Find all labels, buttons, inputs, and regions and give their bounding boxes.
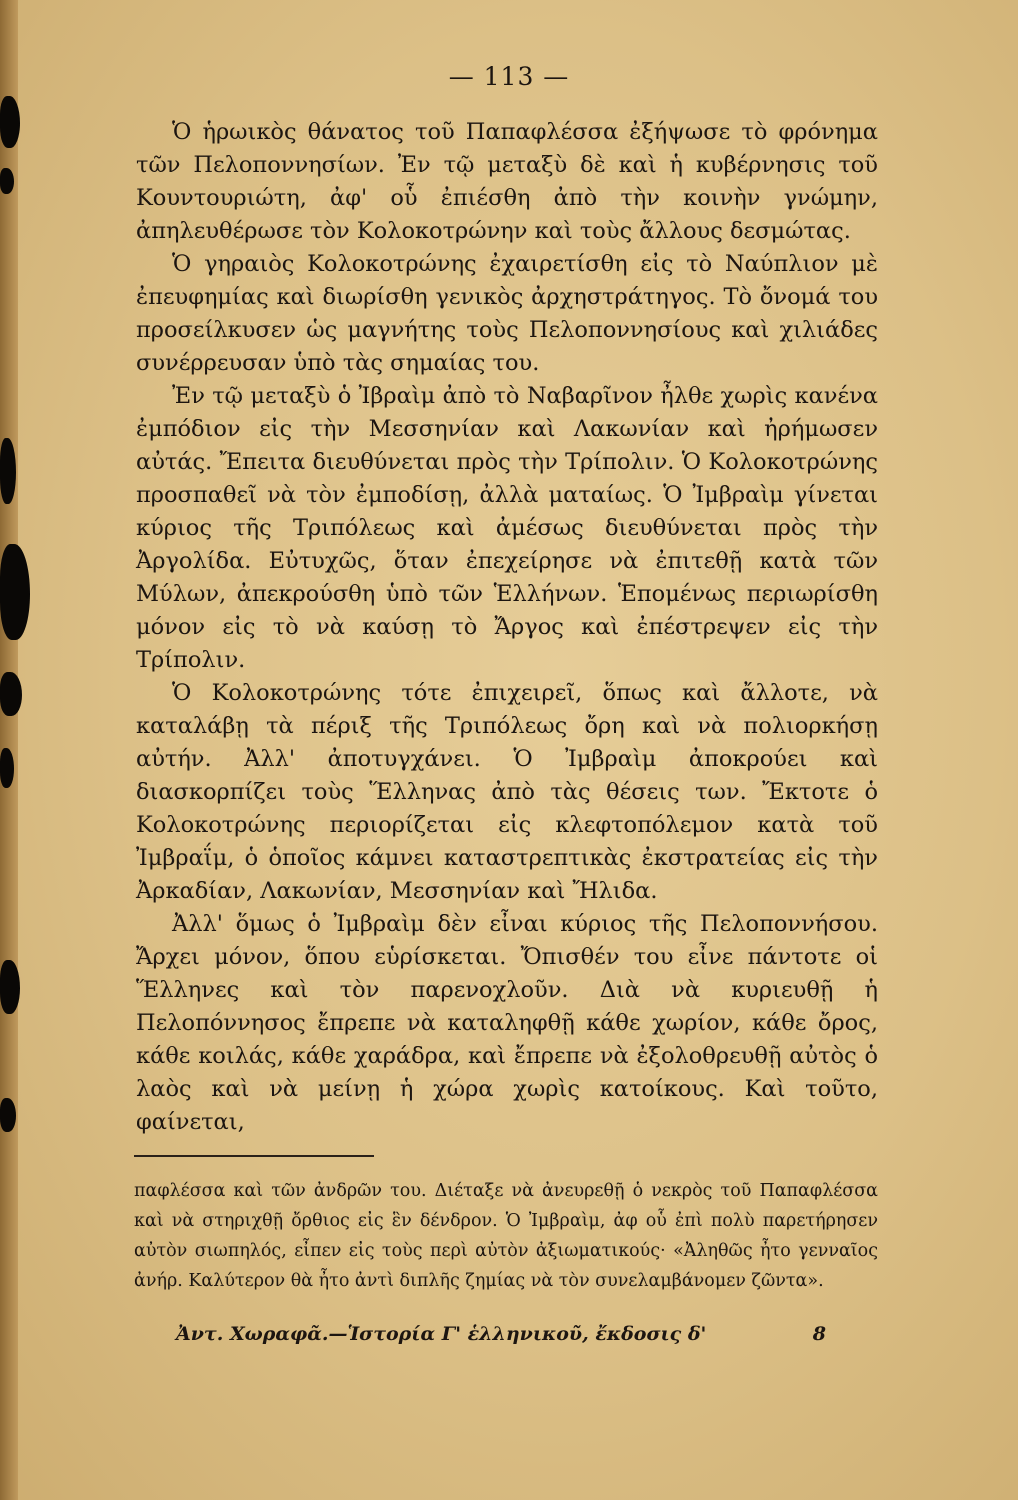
burn-mark — [0, 1098, 16, 1132]
paragraph: Ὁ Κολοκοτρώνης τότε ἐπιχειρεῖ, ὅπως καὶ ἄλλοτε, νὰ καταλάβῃ τὰ πέριξ τῆς Τριπόλεως ὄρη καὶ νὰ πολιορκήσῃ αὐτήν. Ἀλλ' ἀποτυγχάνει. Ὁ Ἰμβραὶμ ἀποκρούει καὶ διασκορπίζει τοὺς Ἕλληνας ἀπὸ τὰς θέσεις των. Ἔκτοτε ὁ Κολοκοτρώνης περιορίζεται εἰς κλεφτοπόλεμον κατὰ τοῦ Ἰμβραΐμ, ὁ ὁποῖος κάμνει καταστρεπτικὰς ἐκστρατείας εἰς τὴν Ἀρκαδίαν, Λακωνίαν, Μεσσηνίαν καὶ Ἤλιδα. — [136, 680, 878, 904]
burn-mark — [0, 96, 20, 148]
burn-mark — [0, 960, 20, 1014]
paragraph: Ἐν τῷ μεταξὺ ὁ Ἰβραὶμ ἀπὸ τὸ Ναβαρῖνον ἦλθε χωρὶς κανένα ἐμπόδιον εἰς τὴν Μεσσηνίαν καὶ Λακωνίαν καὶ ἠρήμωσεν αὐτάς. Ἔπειτα διευθύνεται πρὸς τὴν Τρίπολιν. Ὁ Κολοκοτρώνης προσπαθεῖ νὰ τὸν ἐμποδίσῃ, ἀλλὰ ματαίως. Ὁ Ἰμβραὶμ γίνεται κύριος τῆς Τριπόλεως καὶ ἀμέσως διευθύνεται πρὸς τὴν Ἀργολίδα. Εὐτυχῶς, ὅταν ἐπεχείρησε νὰ ἐπιτεθῇ κατὰ τῶν Μύλων, ἀπεκρούσθη ὑπὸ τῶν Ἑλλήνων. Ἑπομένως περιωρίσθη μόνον εἰς τὸ νὰ καύσῃ τὸ Ἄργος καὶ ἐπέστρεψεν εἰς τὴν Τρίπολιν. — [136, 383, 878, 673]
signature-line — [176, 1323, 826, 1345]
footnote: παφλέσσα καὶ τῶν ἀνδρῶν του. Διέταξε νὰ ἀνευρεθῇ ὁ νεκρὸς τοῦ Παπαφλέσσα καὶ νὰ στηριχθῇ ὄρθιος εἰς ἓν δένδρον. Ὁ Ἰμβραὶμ, ἀφ οὗ ἐπὶ πολὺ παρετήρησεν αὐτὸν σιωπηλός, εἶπεν εἰς τοὺς περὶ αὐτὸν ἀξιωματικούς· «Ἀληθῶς ἦτο γενναῖος ἀνήρ. Καλύτερον θὰ ἦτο ἀντὶ διπλῆς ζημίας νὰ τὸν συνελαμβάνομεν ζῶντα». — [134, 1181, 878, 1291]
paragraph: Ἀλλ' ὅμως ὁ Ἰμβραὶμ δὲν εἶναι κύριος τῆς Πελοποννήσου. Ἄρχει μόνον, ὅπου εὑρίσκεται. Ὄπισθέν του εἶνε πάντοτε οἱ Ἕλληνες καὶ τὸν παρενοχλοῦν. Διὰ νὰ κυριευθῇ ἡ Πελοπόννησος ἔπρεπε νὰ καταληφθῇ κάθε χωρίον, κάθε ὄρος, κάθε κοιλάς, κάθε χαράδρα, καὶ ἔπρεπε νὰ ἐξολοθρευθῇ αὐτὸς ὁ λαὸς καὶ νὰ μείνῃ ἡ χώρα χωρὶς κατοίκους. Καὶ τοῦτο, φαίνεται, — [136, 911, 878, 1135]
body-text — [136, 116, 878, 1139]
burn-mark — [0, 438, 16, 504]
burn-mark — [0, 672, 22, 716]
sheet-number: 8 — [812, 1323, 826, 1345]
burn-mark — [0, 168, 14, 194]
signature-text: Ἀντ. Χωραφᾶ.—Ἱστορία Γ' ἑλληνικοῦ, ἔκδοσις δ' — [176, 1323, 707, 1345]
footnote-divider — [134, 1155, 374, 1157]
burn-mark — [0, 544, 30, 640]
paragraph: Ὁ γηραιὸς Κολοκοτρώνης ἐχαιρετίσθη εἰς τὸ Ναύπλιον μὲ ἐπευφημίας καὶ διωρίσθη γενικὸς ἀρχηστράτηγος. Τὸ ὄνομά του προσείλκυσεν ὡς μαγνήτης τοὺς Πελοποννησίους καὶ χιλιάδες συνέρρευσαν ὑπὸ τὰς σημαίας του. — [136, 251, 878, 376]
burn-mark — [0, 748, 14, 788]
page-number: — 113 — — [448, 62, 570, 91]
paragraph: Ὁ ἡρωικὸς θάνατος τοῦ Παπαφλέσσα ἐξήψωσε τὸ φρόνημα τῶν Πελοποννησίων. Ἐν τῷ μεταξὺ δὲ καὶ ἡ κυβέρνησις τοῦ Κουντουριώτη, ἀφ' οὗ ἐπιέσθη ἀπὸ τὴν κοινὴν γνώμην, ἀπηλευθέρωσε τὸν Κολοκοτρώνην καὶ τοὺς ἄλλους δεσμώτας. — [136, 119, 878, 244]
